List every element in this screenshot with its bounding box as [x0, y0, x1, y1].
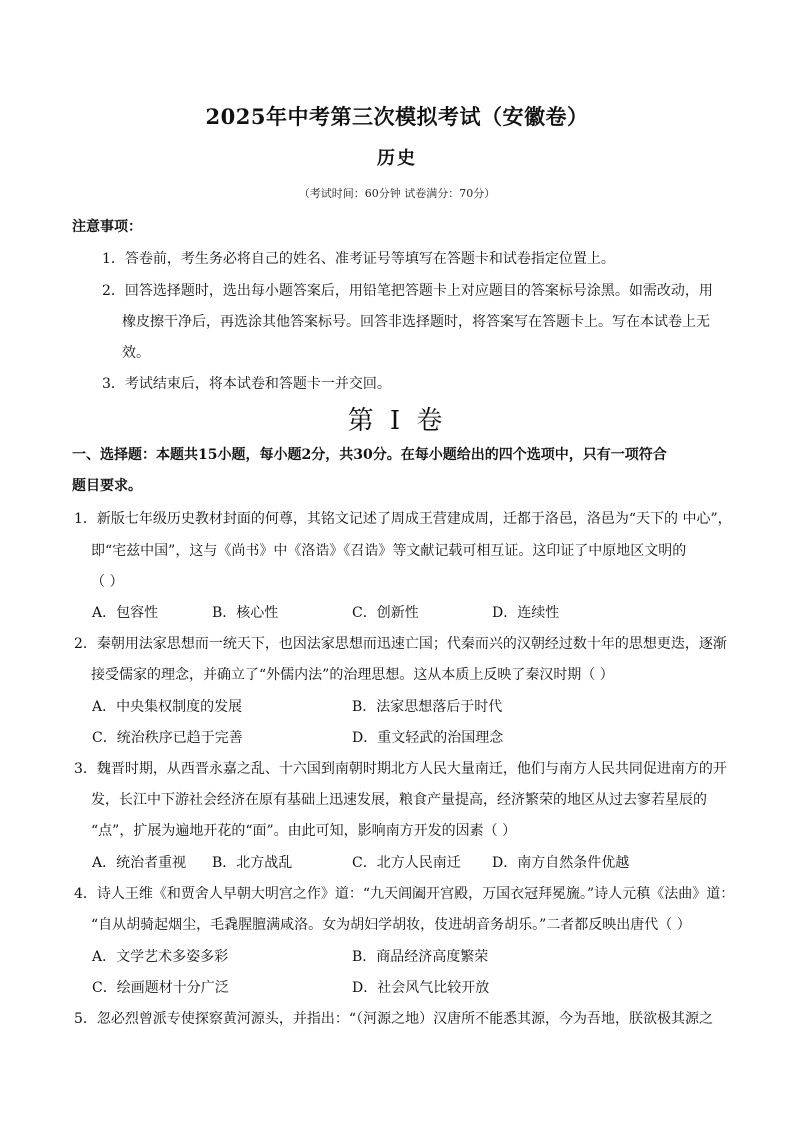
page-title: 2025年中考第三次模拟考试（安徽卷） [205, 104, 589, 129]
notice-heading: 注意事项： [72, 219, 142, 235]
notice-item-3: 3．考试结束后，将本试卷和答题卡一并交回。 [102, 376, 391, 392]
question-4-line-2: “自从胡骑起烟尘，毛毳腥膻满咸洛。女为胡妇学胡妆，伎进胡音务胡乐。”二者都反映出唐代（ ） [91, 917, 691, 933]
question-3-line-1: 3．魏晋时期，从西晋永嘉之乱、十六国到南朝时期北方人民大量南迁，他们与南方人民共同促进南方的开 [74, 761, 727, 777]
question-4-line-1: 4．诗人王维《和贾舍人早朝大明宫之作》道：“九天阊阖开宫殿，万国衣冠拜冕旒。”诗人元稹《法曲》道： [74, 886, 735, 902]
question-5-line-1: 5．忽必烈曾派专使探察黄河源头，并指出：“（河源之地）汉唐所不能悉其源，今为吾地，朕欲极其源之 [74, 1011, 714, 1027]
question-2-option-d: D．重文轻武的治国理念 [352, 730, 504, 746]
question-2-option-c: C．统治秩序已趋于完善 [92, 730, 243, 746]
question-1-option-d: D．连续性 [492, 605, 560, 621]
subject-title: 历史 [377, 148, 417, 169]
question-3-option-b: B．北方战乱 [212, 855, 293, 871]
question-2-option-b: B．法家思想落后于时代 [352, 699, 503, 715]
question-3-option-c: C．北方人民南迁 [352, 855, 461, 871]
notice-item-2-line-3: 效。 [122, 345, 150, 361]
section-heading-line-1: 一、选择题：本题共15小题，每小题2分，共30分。在每小题给出的四个选项中，只有一项符合 [72, 447, 667, 463]
question-1-line-1: 1．新版七年级历史教材封面的何尊，其铭文记述了周成王营建成周，迁都于洛邑，洛邑为“天下的 中心”， [74, 511, 732, 527]
question-3-option-a: A．统治者重视 [92, 855, 187, 871]
question-1-option-b: B．核心性 [212, 605, 279, 621]
question-4-option-a: A．文学艺术多姿多彩 [92, 949, 229, 965]
question-4-option-b: B．商品经济高度繁荣 [352, 949, 489, 965]
volume-heading: 第 I 卷 [347, 406, 447, 436]
question-4-option-c: C．绘画题材十分广泛 [92, 980, 229, 996]
question-1-line-2: 即“宅兹中国”，这与《尚书》中《洛诰》《召诰》等文献记载可相互证。这印证了中原地区文明的 [91, 543, 687, 559]
question-2-line-1: 2．秦朝用法家思想而一统天下，也因法家思想而迅速亡国；代秦而兴的汉朝经过数十年的思想更迭，逐渐 [74, 636, 727, 652]
question-3-option-d: D．南方自然条件优越 [492, 855, 630, 871]
question-3-line-2: 发，长江中下游社会经济在原有基础上迅速发展，粮食产量提高，经济繁荣的地区从过去寥若星辰的 [91, 792, 707, 808]
question-2-line-2: 接受儒家的理念，并确立了“外儒内法”的治理思想。这从本质上反映了秦汉时期（ ） [91, 667, 614, 683]
notice-item-2-line-2: 橡皮擦干净后，再选涂其他答案标号。回答非选择题时，将答案写在答题卡上。写在本试卷上无 [122, 314, 710, 330]
question-1-option-a: A．包容性 [92, 605, 159, 621]
question-3-line-3: “点”，扩展为遍地开花的“面”。由此可知，影响南方开发的因素（ ） [91, 823, 517, 839]
notice-item-1: 1．答卷前，考生务必将自己的姓名、准考证号等填写在答题卡和试卷指定位置上。 [102, 251, 615, 267]
question-4-option-d: D．社会风气比较开放 [352, 980, 490, 996]
question-1-option-c: C．创新性 [352, 605, 419, 621]
exam-info: （考试时间：60分钟 试卷满分：70分） [298, 187, 496, 200]
question-2-option-a: A．中央集权制度的发展 [92, 699, 243, 715]
notice-item-2-line-1: 2．回答选择题时，选出每小题答案后，用铅笔把答题卡上对应题目的答案标号涂黑。如需改动，用 [102, 283, 713, 299]
question-1-blank: （ ） [91, 574, 124, 590]
section-heading-line-2: 题目要求。 [72, 478, 142, 494]
